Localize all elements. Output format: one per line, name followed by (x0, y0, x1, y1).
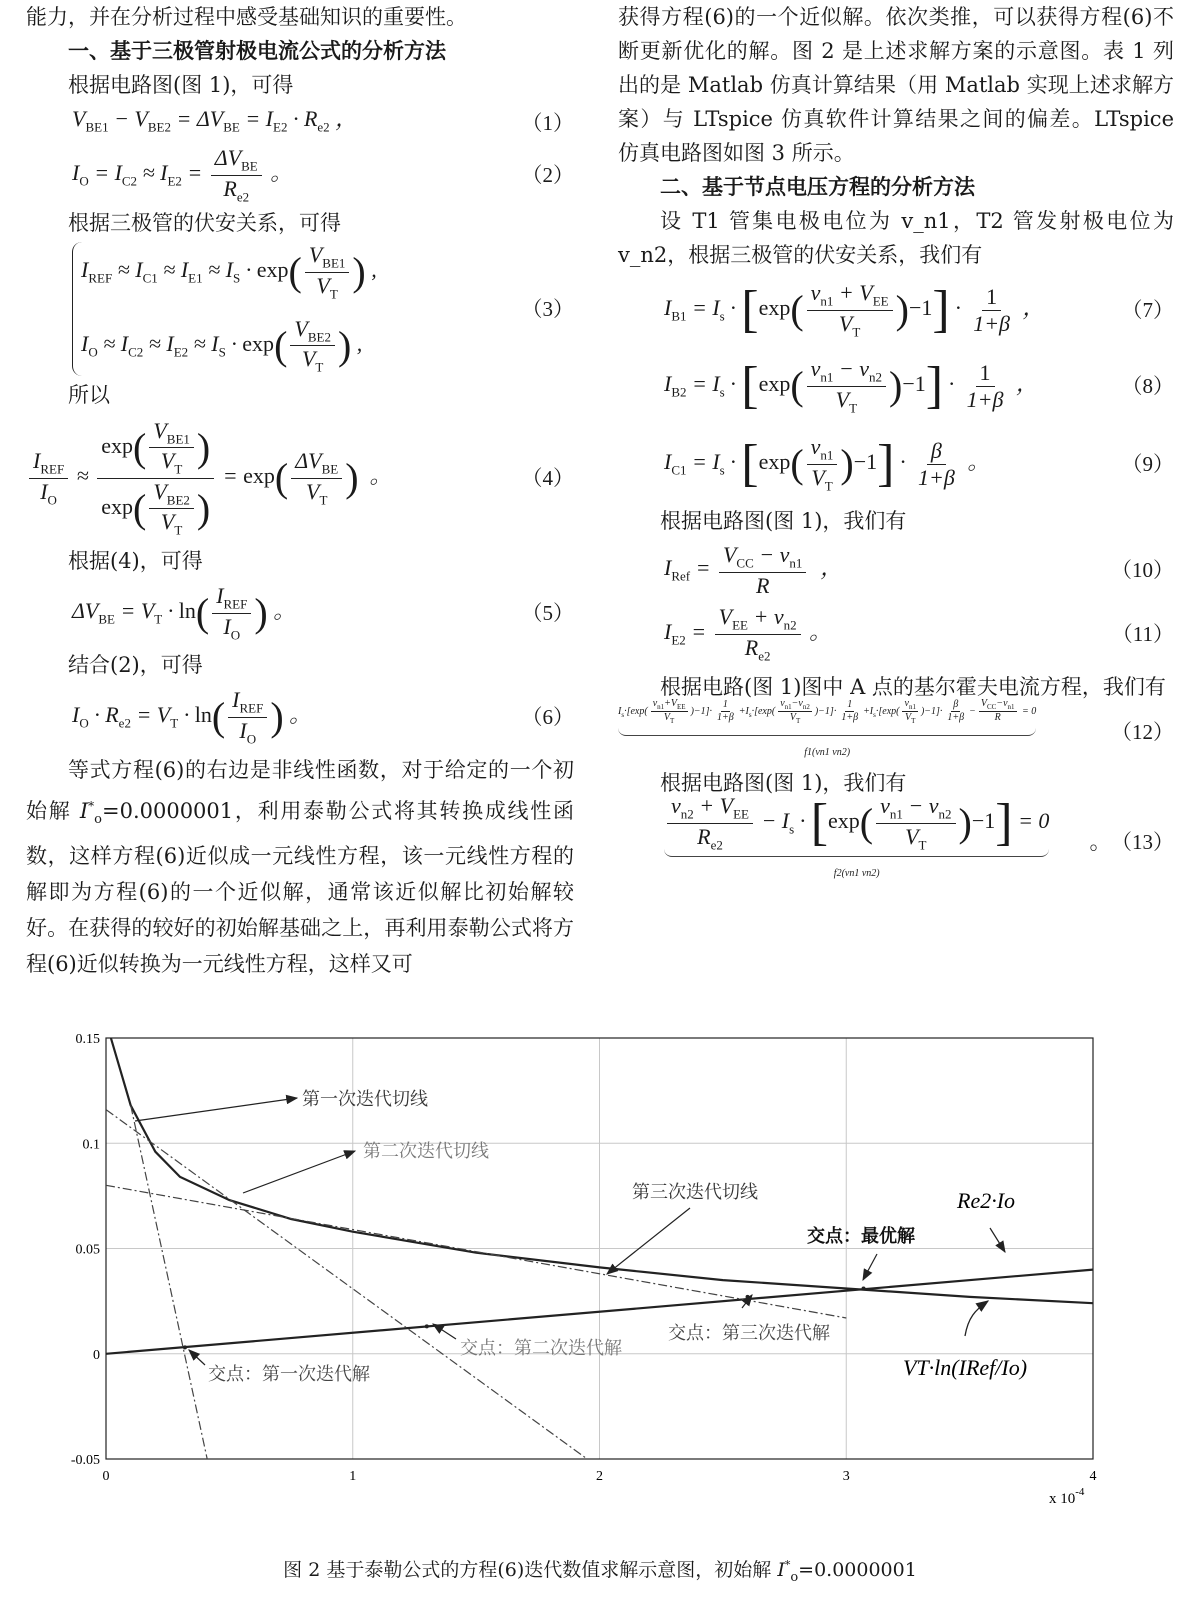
left-text-by4: 根据(4)，可得 (68, 549, 203, 573)
right-column (618, 0, 1174, 884)
initial-value: =0.0000001 (101, 799, 234, 823)
equation-4-number: （4） (521, 466, 574, 490)
tick-labels (71, 1032, 1097, 1484)
intersection-point (183, 1345, 187, 1349)
equation-8-number: （8） (1121, 374, 1174, 398)
intersection-point (425, 1324, 429, 1328)
equation-6 (26, 682, 574, 752)
arrow-tangent-1 (135, 1098, 297, 1121)
equation-13: $\frac{v_{n2} + V_{EE}}{R_{e2}}$ − $I_s \cdot [\exp$( $\frac{v_{n1} - v_{n2}}{V_T}$ )−1] = 0 f2(vn1 vn2) 。 （13） (618, 800, 1174, 884)
left-text-volt: 根据三极管的伏安关系，可得 (68, 211, 341, 235)
label-tangent-3: 第三次迭代切线 (632, 1182, 758, 1203)
section-heading-2: 二、基于节点电压方程的分析方法 (660, 174, 975, 199)
right-text-circuit: 根据电路图(图 1)，我们有 (660, 509, 907, 533)
arrow-best-solution (863, 1254, 877, 1280)
left-intro-line: 能力，并在分析过程中感受基础知识的重要性。 (26, 5, 467, 29)
equation-3-body: $I_{REF} \approx I_{C1} \approx I_{E1} \approx I_S \cdot \exp$( $\frac{V_{BE1}}{V_T}$ ) , $I_O \approx I_{C2} \approx I_{E2} \approx I_S \cdot \exp$( $\frac{V_{BE2}}{V_T}$ ) , (72, 242, 377, 375)
label-vt-curve: VT·ln(IRef/Io) (903, 1355, 1028, 1380)
label-re-curve: Re2·Io (957, 1188, 1016, 1213)
equation-4 (26, 412, 574, 544)
equation-2-body: $I_O = I_{C2} \approx I_{E2}$ = $\frac{\Delta V_{BE}}{R_{e2}}$ 。 (72, 145, 293, 204)
x-multiplier-label: x $10^{-4}$ (1049, 1486, 1085, 1507)
section-heading-1: 一、基于三极管射极电流公式的分析方法 (68, 38, 446, 63)
arrow-vt-curve (965, 1301, 988, 1336)
equation-6-number: （6） (521, 705, 574, 729)
chart-grid (106, 1038, 1093, 1459)
equation-12-body: $I_s\cdot[\exp$( $\frac{v_{n1}+V_{EE}}{V_T}$ )−1]· $\frac{1}{1+\beta}$ $+I_s\cdot[\exp$( $\frac{v_{n1}-v_{n2}}{V_T}$ )−1]· $\frac{1}{1+\beta}$ $+I_s\cdot[\exp$( $\frac{v_{n1}}{V_T}$ )−1]· $\frac{\beta}{1+\beta}$ − $\frac{V_{CC}-v_{n1}}{R}$ = 0 f1(vn1 vn2) (618, 695, 1036, 770)
equation-7-body: $I_{B1} = I_s \cdot [\exp$( $\frac{v_{n1} + V_{EE}}{V_T}$ )−1] · $\frac{1}{1+\beta}$ ， (664, 280, 1045, 339)
f1-label: f1(vn1 vn2) (804, 746, 851, 758)
label-tangent-2: 第二次迭代切线 (363, 1141, 489, 1162)
equation-13-body: $\frac{v_{n2} + V_{EE}}{R_{e2}}$ − $I_s \cdot [\exp$( $\frac{v_{n1} - v_{n2}}{V_T}$ )−1] = 0 f2(vn1 vn2) (664, 793, 1049, 891)
left-text-circuit: 根据电路图(图 1)，可得 (68, 73, 294, 97)
tangent-2-line (106, 1110, 587, 1459)
right-paragraph-1: 获得方程(6)的一个近似解。依次类推，可以获得方程(6)不断更新优化的解。图 2 是上述求解方案的示意图。表 1 列出的是 Matlab 仿真计算结果（用 Matlab 实现上述求解方案）与 LTspice 仿真软件计算结果之间的偏差。LTspice 仿真电路图如图 3 所示。 (618, 5, 1174, 165)
x-tick-label: 3 (842, 1469, 850, 1484)
left-text-so: 所以 (68, 383, 110, 407)
equation-9 (618, 424, 1174, 504)
figure-caption: 图 2 基于泰勒公式的方程(6)迭代数值求解示意图，初始解 $I^*_o=0.0000001$ (283, 1558, 917, 1585)
equation-11-number: （11） (1111, 622, 1174, 646)
equation-13-number: （13） (1111, 830, 1174, 854)
arrow-tangent-2 (243, 1151, 355, 1193)
caption-initial-value: =0.0000001 (798, 1559, 917, 1581)
equation-8 (618, 348, 1174, 424)
equation-4-body: $\frac{I_{REF}}{I_O}$ ≈ exp( $\frac{V_{BE1}}{V_T}$ ) exp( $\frac{V_{BE2}}{V_T}$ ) = exp( $\frac{\Delta V_{BE}}{V_T}$ ) 。 (26, 418, 392, 538)
arrow-solution-2 (433, 1324, 456, 1339)
equation-1-number: （1） (521, 111, 574, 135)
tangent-1-line (131, 1105, 208, 1459)
equation-1-body: $V_{BE1} - V_{BE2} = \Delta V_{BE} = I_{E2} \cdot R_{e2}$ ， (72, 105, 358, 135)
equation-2 (26, 144, 574, 206)
equation-7 (618, 272, 1174, 348)
right-paragraph-3: 根据电路(图 1)图中 A 点的基尔霍夫电流方程，我们有 (660, 675, 1166, 699)
tangent-3-line (106, 1185, 846, 1318)
x-tick-label: 2 (596, 1469, 603, 1484)
left-text-comb: 结合(2)，可得 (68, 653, 203, 677)
arrow-tangent-3 (607, 1208, 690, 1274)
left-paragraph-iteration: 等式方程(6)的右边是非线性函数，对于给定的一个初始解 $I^*_o=0.0000001$，利用泰勒公式将其转换成线性函数，这样方程(6)近似成一元线性方程，该一元线性方程的解即为方程(6)的一个近似解，通常该近似解比初始解较好。在获得的较好的初始解基础之上，再利用泰勒公式将方程(6)近似转换为一元线性方程，这样又可 (26, 758, 575, 977)
label-solution-2: 交点：第二次迭代解 (460, 1338, 622, 1359)
f2-label: f2(vn1 vn2) (833, 867, 880, 879)
equation-12 (618, 697, 1174, 760)
equation-11-body: $I_{E2}$ = $\frac{V_{EE} + v_{n2}}{R_{e2}}$ 。 (664, 604, 832, 663)
right-paragraph-2: 设 T1 管集电极电位为 v_n1，T2 管发射极电位为 v_n2，根据三极管的伏安关系，我们有 (618, 209, 1174, 267)
equation-2-number: （2） (521, 163, 574, 187)
y-tick-label: -0.05 (70, 1453, 100, 1468)
y-tick-label: 0.05 (75, 1242, 100, 1258)
equation-10 (618, 538, 1174, 602)
equation-5-body: $\Delta V_{BE} = V_T \cdot \ln$( $\frac{I_{REF}}{I_O}$ ) 。 (72, 583, 296, 642)
y-tick-label: 0.15 (75, 1032, 100, 1047)
equation-8-body: $I_{B2} = I_s \cdot [\exp$( $\frac{v_{n1} - v_{n2}}{V_T}$ )−1] · $\frac{1}{1+\beta}$ ， (664, 356, 1038, 415)
right-text-circuit-2: 根据电路图(图 1)，我们有 (660, 771, 907, 795)
y-tick-label: 0 (93, 1347, 100, 1363)
label-best-solution: 交点：最优解 (807, 1226, 915, 1247)
equation-3 (26, 240, 574, 378)
equation-10-body: $I_{Ref}$ = $\frac{V_{CC} - v_{n1}}{R}$ ， (664, 542, 843, 598)
equation-9-body: $I_{C1} = I_s \cdot [\exp$( $\frac{v_{n1}}{V_T}$ )−1] · $\frac{\beta}{1+\beta}$ 。 (664, 434, 990, 493)
equation-5-number: （5） (521, 601, 574, 625)
equation-7-number: （7） (1121, 298, 1174, 322)
equation-9-number: （9） (1121, 452, 1174, 476)
equation-3-number: （3） (521, 297, 574, 321)
x-tick-label: 4 (1089, 1469, 1097, 1484)
arrow-solution-1 (189, 1350, 205, 1365)
left-column (26, 0, 574, 982)
x-tick-label: 0 (102, 1469, 110, 1484)
iteration-figure (0, 1018, 1200, 1548)
equation-1 (26, 102, 574, 144)
equation-12-number: （12） (1111, 720, 1174, 744)
x-tick-label: 1 (349, 1469, 357, 1484)
label-solution-3: 交点：第三次迭代解 (668, 1323, 830, 1344)
equation-11 (618, 602, 1174, 666)
vt-ln-curve (111, 1038, 1093, 1303)
equation-5 (26, 578, 574, 648)
label-tangent-1: 第一次迭代切线 (302, 1089, 428, 1110)
equation-6-body: $I_O \cdot R_{e2} = V_T \cdot \ln$( $\frac{I_{REF}}{I_O}$ ) 。 (72, 687, 312, 746)
y-tick-label: 0.1 (82, 1137, 100, 1153)
intersection-point (862, 1286, 866, 1290)
equation-10-number: （10） (1111, 558, 1174, 582)
label-solution-1: 交点：第一次迭代解 (208, 1364, 370, 1385)
